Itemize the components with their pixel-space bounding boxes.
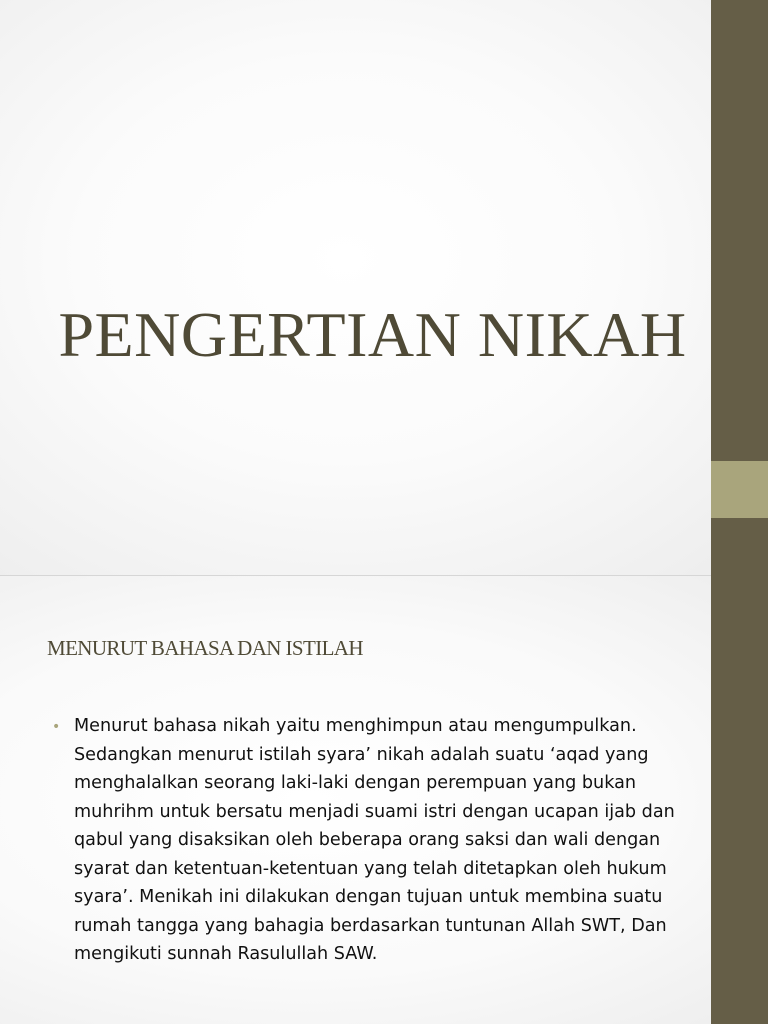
slide-1-title: PENGERTIAN NIKAH [58,299,687,370]
list-item [52,712,692,969]
bullet-text: Menurut bahasa nikah yaitu menghimpun atau mengumpulkan. Sedangkan menurut istilah syara’ nikah adalah suatu ‘aqad yang menghalalkan seorang laki-laki dengan perempuan yang bukan muhrihm untuk bersatu menjadi suami istri dengan ucapan ijab dan qabul yang disaksikan oleh beberapa orang saksi dan wali dengan syarat dan ketentuan-ketentuan yang telah ditetapkan oleh hukum syara’. Menikah ini dilakukan dengan tujuan untuk membina suatu rumah tangga yang bahagia berdasarkan tuntunan Allah SWT, Dan mengikuti sunnah Rasulullah SAW. [74,716,675,964]
bullet-list [52,712,692,969]
decorative-sidebar-accent [711,461,768,518]
bullet-dot-icon: • [52,719,61,735]
slide-2 [0,576,768,1024]
slide-2-heading: MENURUT BAHASA DAN ISTILAH [47,636,363,660]
